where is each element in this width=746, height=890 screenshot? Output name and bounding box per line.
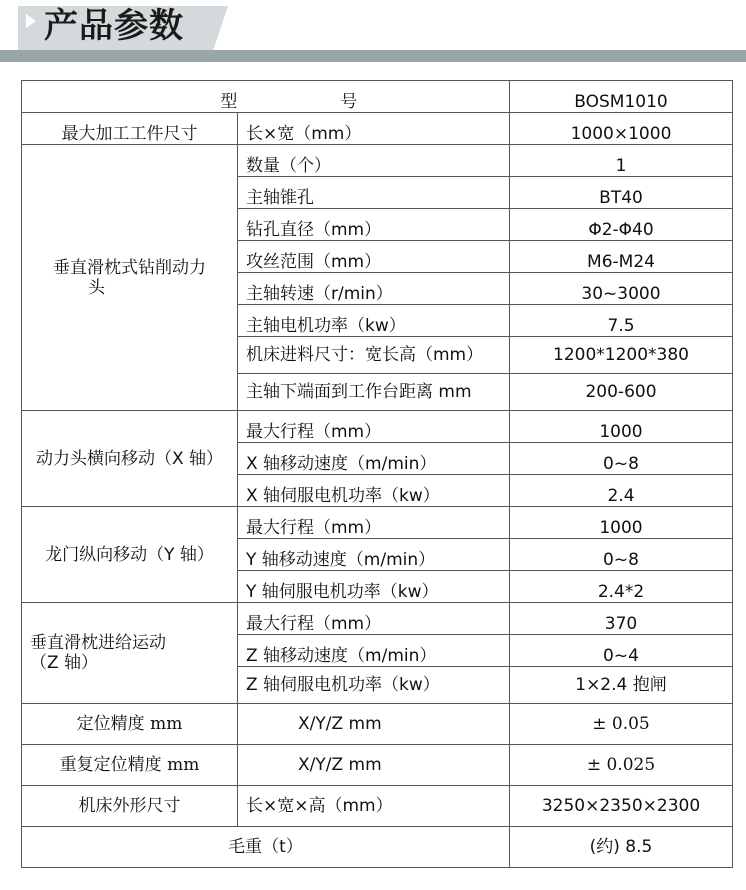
table-row xyxy=(22,786,733,827)
param-cell: 机床进料尺寸：宽长高（mm） xyxy=(238,337,510,374)
table-row xyxy=(22,704,733,745)
value-cell: 200-600 xyxy=(510,374,733,411)
model-label-b: 号 xyxy=(340,92,358,112)
value-cell: ± 0.05 xyxy=(510,704,733,745)
weight-value: (约) 8.5 xyxy=(510,827,733,868)
value-cell: 1×2.4 抱闸 xyxy=(510,667,733,704)
param-cell: 长×宽×高（mm） xyxy=(238,786,510,827)
spec-table xyxy=(21,80,733,868)
group-y-axis: 龙门纵向移动（Y 轴） xyxy=(22,507,238,603)
param-cell: 数量（个） xyxy=(238,145,510,177)
table-row xyxy=(22,145,733,177)
value-cell: 3250×2350×2300 xyxy=(510,786,733,827)
model-value: BOSM1010 xyxy=(510,81,733,113)
group-positioning: 定位精度 mm xyxy=(22,704,238,745)
param-cell: 长×宽（mm） xyxy=(238,113,510,145)
value-cell: 1200*1200*380 xyxy=(510,337,733,374)
value-cell: 0~8 xyxy=(510,539,733,571)
table-row xyxy=(22,603,733,635)
group-power-head-line1: 垂直滑枕式钻削动力 xyxy=(53,257,206,278)
param-cell: 主轴下端面到工作台距离 mm xyxy=(238,374,510,411)
value-cell: 1000×1000 xyxy=(510,113,733,145)
table-row xyxy=(22,507,733,539)
model-label-a: 型 xyxy=(220,92,238,112)
header-underline-bar xyxy=(0,50,746,62)
param-cell: X/Y/Z mm xyxy=(238,745,510,786)
value-cell: 0~4 xyxy=(510,635,733,667)
group-z-axis-line2: （Z 轴） xyxy=(30,653,99,673)
value-cell: 1000 xyxy=(510,411,733,443)
value-cell: ± 0.025 xyxy=(510,745,733,786)
group-power-head-line2: 头 xyxy=(88,277,105,298)
param-cell: 主轴转速（r/min） xyxy=(238,273,510,305)
table-row xyxy=(22,411,733,443)
group-max-workpiece: 最大加工工件尺寸 xyxy=(22,113,238,145)
play-arrow-icon xyxy=(26,14,36,28)
value-cell: 2.4*2 xyxy=(510,571,733,603)
value-cell: Φ2-Φ40 xyxy=(510,209,733,241)
table-row xyxy=(22,113,733,145)
value-cell: M6-M24 xyxy=(510,241,733,273)
table-row xyxy=(22,745,733,786)
param-cell: X 轴伺服电机功率（kw） xyxy=(238,475,510,507)
param-cell: 最大行程（mm） xyxy=(238,603,510,635)
param-cell: 主轴电机功率（kw） xyxy=(238,305,510,337)
param-cell: 钻孔直径（mm） xyxy=(238,209,510,241)
value-cell: BT40 xyxy=(510,177,733,209)
group-outline: 机床外形尺寸 xyxy=(22,786,238,827)
table-row xyxy=(22,827,733,868)
value-cell: 0~8 xyxy=(510,443,733,475)
param-cell: 最大行程（mm） xyxy=(238,507,510,539)
group-z-axis-line1: 垂直滑枕进给运动 xyxy=(30,633,166,653)
param-cell: Y 轴伺服电机功率（kw） xyxy=(238,571,510,603)
param-cell: 攻丝范围（mm） xyxy=(238,241,510,273)
group-x-axis: 动力头横向移动（X 轴） xyxy=(22,411,238,507)
value-cell: 7.5 xyxy=(510,305,733,337)
param-cell: Z 轴移动速度（m/min） xyxy=(238,635,510,667)
param-cell: X 轴移动速度（m/min） xyxy=(238,443,510,475)
group-power-head xyxy=(22,145,238,411)
param-cell: Y 轴移动速度（m/min） xyxy=(238,539,510,571)
value-cell: 2.4 xyxy=(510,475,733,507)
value-cell: 30~3000 xyxy=(510,273,733,305)
value-cell: 1000 xyxy=(510,507,733,539)
param-cell: Z 轴伺服电机功率（kw） xyxy=(238,667,510,704)
value-cell: 370 xyxy=(510,603,733,635)
param-cell: X/Y/Z mm xyxy=(238,704,510,745)
model-label-cell xyxy=(22,81,510,113)
table-header-row xyxy=(22,81,733,113)
group-z-axis xyxy=(22,603,238,704)
param-cell: 主轴锥孔 xyxy=(238,177,510,209)
param-cell: 最大行程（mm） xyxy=(238,411,510,443)
value-cell: 1 xyxy=(510,145,733,177)
weight-label: 毛重（t） xyxy=(22,827,510,868)
group-repeat-positioning: 重复定位精度 mm xyxy=(22,745,238,786)
page-title: 产品参数 xyxy=(44,6,184,46)
section-header xyxy=(0,0,746,62)
